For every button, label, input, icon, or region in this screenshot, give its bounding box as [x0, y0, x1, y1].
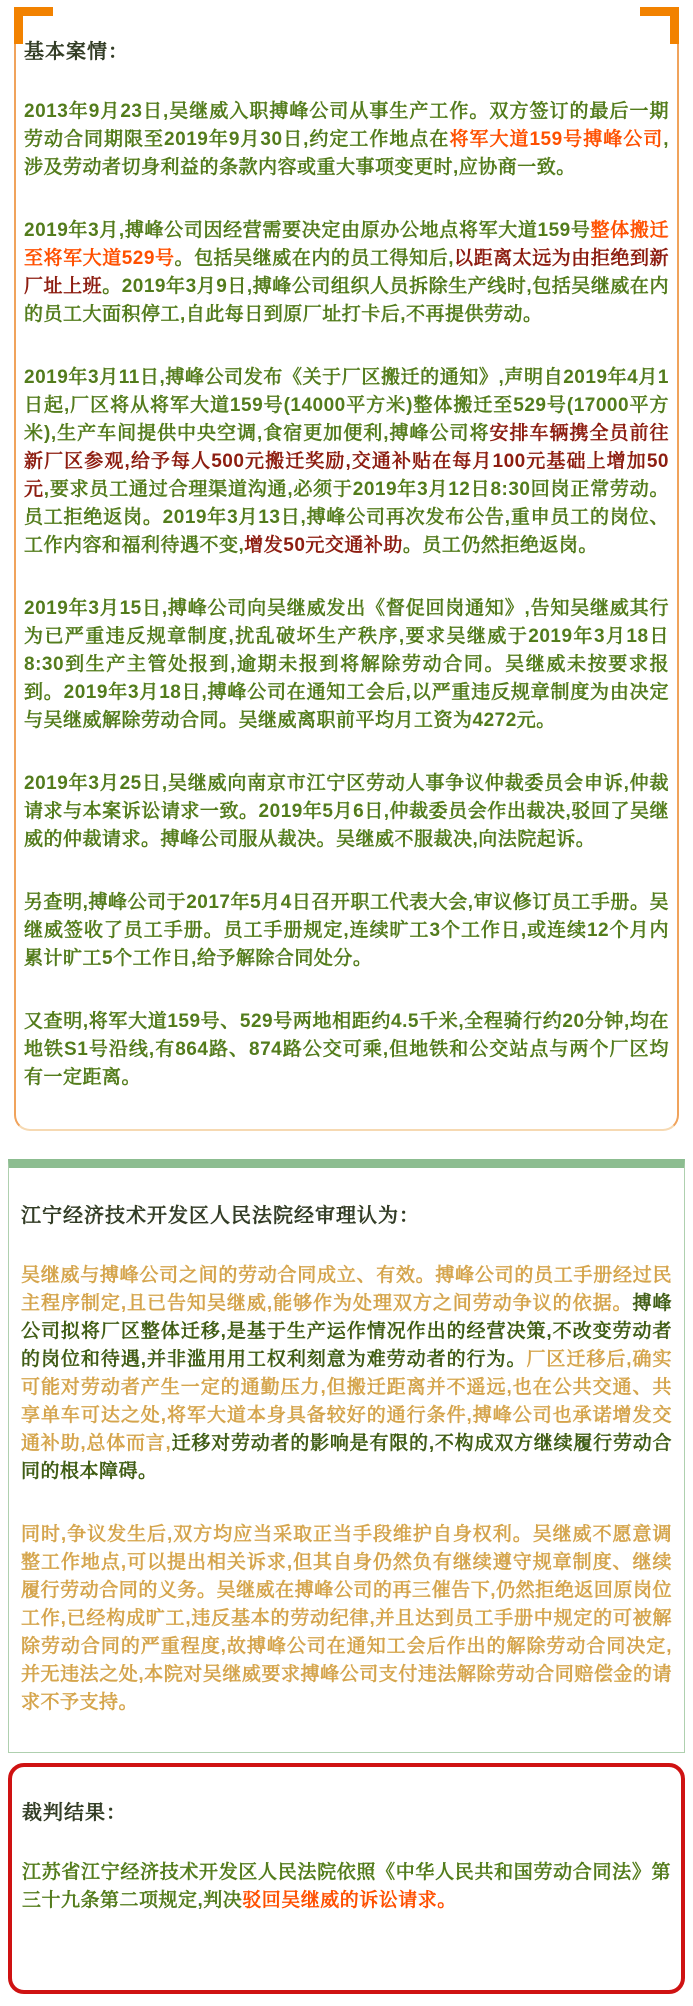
paragraph [24, 889, 669, 973]
text-run-green: 另查明,搏峰公司于2017年5月4日召开职工代表大会,审议修订员工手册。吴继威签收了员工手册。员工手册规定,连续旷工3个工作日,或连续12个月内累计旷工5个工作日,给予解除合同处分。 [24, 892, 669, 969]
paragraph [24, 98, 669, 182]
text-run-maroon: 安排车辆携全员前往新厂区参观,给予每人500元搬迁奖励,交通补贴在每月100元基础上增加50元 [24, 423, 669, 500]
corner-bracket-top-left-icon [14, 7, 53, 44]
text-run-maroon: 以距离太远为由拒绝到新厂址上班 [24, 248, 669, 297]
text-run-green: 江苏省江宁经济技术开发区人民法院依照《中华人民共和国劳动合同法》第三十九条第二项规定,判决 [22, 1862, 671, 1911]
text-run-green: 。员工仍然拒绝返岗。 [402, 535, 598, 556]
paragraph [24, 1008, 669, 1092]
text-run-green: ,涉及劳动者切身利益的条款内容或重大事项变更时,应协商一致。 [24, 129, 670, 178]
text-run-gold: 厂区迁移后,确实可能对劳动者产生一定的通勤压力,但搬迁距离并不遥远,也在公共交通、共享单车可达之处,将军大道本身具备较好的通行条件,搏峰公司也承诺增发交通补助,总体而言, [21, 1349, 673, 1454]
text-run-green: 2019年3月25日,吴继威向南京市江宁区劳动人事争议仲裁委员会申诉,仲裁请求与本案诉讼请求一致。2019年5月6日,仲裁委员会作出裁决,驳回了吴继威的仲裁请求。搏峰公司服从裁决。吴继威不服裁决,向法院起诉。 [24, 773, 669, 850]
paragraph [21, 1521, 672, 1717]
section-case-facts [14, 8, 679, 1131]
text-run-darkgreen: 搏峰公司拟将厂区整体迁移,是基于生产运作情况作出的经营决策,不改变劳动者的岗位和待遇,并非滥用用工权利刻意为难劳动者的行为。 [21, 1293, 672, 1370]
section-title-case-facts: 基本案情： [24, 41, 129, 63]
text-run-green: ,要求员工通过合理渠道沟通,必须于2019年3月12日8:30回岗正常劳动。员工拒绝返岗。2019年3月13日,搏峰公司再次发布公告,重申员工的岗位、工作内容和福利待遇不变, [24, 479, 669, 556]
corner-bracket-top-right-icon [640, 7, 679, 44]
section-title-judgment-result: 裁判结果： [22, 1802, 127, 1824]
text-run-orange: 驳回吴继威的诉讼请求。 [242, 1890, 457, 1911]
text-run-green: 。包括吴继威在内的员工得知后, [174, 248, 454, 269]
text-run-green: 2019年3月11日,搏峰公司发布《关于厂区搬迁的通知》,声明自2019年4月1日起,厂区将从将军大道159号(14000平方米)整体搬迁至529号(17000平方米),生产车间提供中央空调,食宿更加便利,搏峰公司将 [24, 367, 669, 444]
court-opinion-paragraphs [21, 1262, 672, 1717]
section-judgment-result [8, 1763, 685, 1994]
paragraph [21, 1262, 672, 1486]
section-title-court-opinion: 江宁经济技术开发区人民法院经审理认为： [21, 1205, 420, 1227]
text-run-green: 2019年3月15日,搏峰公司向吴继威发出《督促回岗通知》,告知吴继威其行为已严重违反规章制度,扰乱破坏生产秩序,要求吴继威于2019年3月18日8:30到生产主管处报到,逾期未报到将解除劳动合同。吴继威未按要求报到。2019年3月18日,搏峰公司在通知工会后,以严重违反规章制度为由决定与吴继威解除劳动合同。吴继威离职前平均月工资为4272元。 [24, 598, 669, 731]
paragraph [24, 364, 669, 560]
text-run-green: 又查明,将军大道159号、529号两地相距约4.5千米,全程骑行约20分钟,均在地铁S1号沿线,有864路、874路公交可乘,但地铁和公交站点与两个厂区均有一定距离。 [24, 1011, 669, 1088]
text-run-maroon: 增发50元交通补助 [244, 535, 403, 556]
section-court-opinion [8, 1159, 685, 1753]
text-run-green: 2013年9月23日,吴继威入职搏峰公司从事生产工作。双方签订的最后一期劳动合同期限至2019年9月30日,约定工作地点在 [24, 101, 669, 150]
text-run-green: 2019年3月,搏峰公司因经营需要决定由原办公地点将军大道159号 [24, 220, 591, 241]
paragraph [24, 595, 669, 735]
judgment-result-paragraphs [22, 1859, 671, 1915]
text-run-gold: 同时,争议发生后,双方均应当采取正当手段维护自身权利。吴继威不愿意调整工作地点,可以提出相关诉求,但其自身仍然负有继续遵守规章制度、继续履行劳动合同的义务。吴继威在搏峰公司的再三催告下,仍然拒绝返回原岗位工作,已经构成旷工,违反基本的劳动纪律,并且达到员工手册中规定的可被解除劳动合同的严重程度,故搏峰公司在通知工会后作出的解除劳动合同决定,并无违法之处,本院对吴继威要求搏峰公司支付违法解除劳动合同赔偿金的请求不予支持。 [21, 1524, 672, 1713]
text-run-orange: 整体搬迁至将军大道529号 [24, 220, 669, 269]
paragraph [24, 770, 669, 854]
case-facts-paragraphs [24, 98, 669, 1092]
paragraph [24, 217, 669, 329]
paragraph [22, 1859, 671, 1915]
text-run-orange: 将军大道159号搏峰公司 [449, 129, 664, 150]
text-run-gold: 吴继威与搏峰公司之间的劳动合同成立、有效。搏峰公司的员工手册经过民主程序制定,且已告知吴继威,能够作为处理双方之间劳动争议的依据。 [21, 1265, 672, 1314]
text-run-green: 。2019年3月9日,搏峰公司组织人员拆除生产线时,包括吴继威在内的员工大面积停工,自此每日到原厂址打卡后,不再提供劳动。 [24, 276, 669, 325]
text-run-darkgreen: 迁移对劳动者的影响是有限的,不构成双方继续履行劳动合同的根本障碍。 [21, 1433, 673, 1482]
